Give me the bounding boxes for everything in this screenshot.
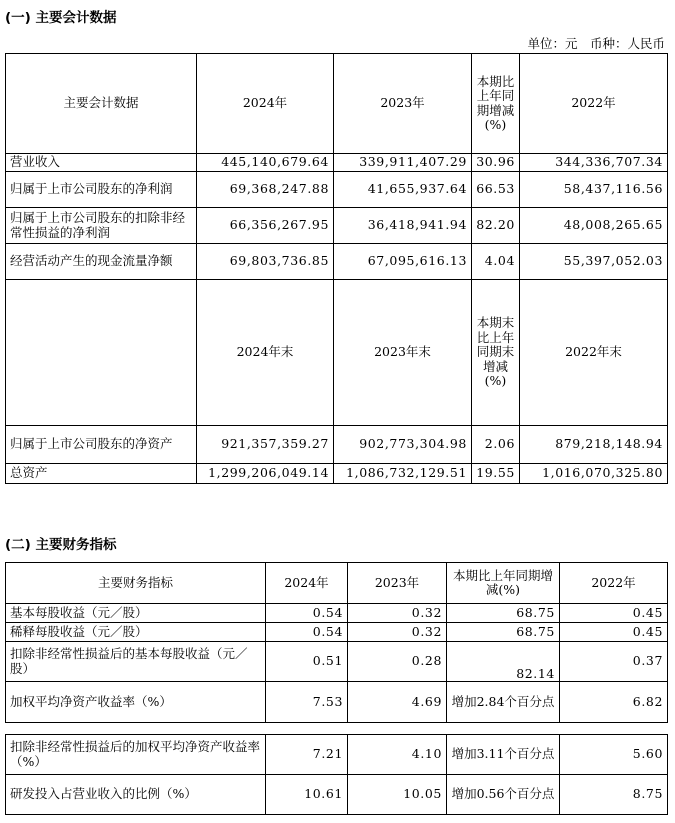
header-change-end: 本期末比上年同期末增减(%) <box>472 280 520 426</box>
table-row <box>6 735 668 775</box>
cell-2024: 445,140,679.64 <box>197 154 334 172</box>
row-label: 归属于上市公司股东的扣除非经常性损益的净利润 <box>6 208 197 244</box>
header-2022: 2022年 <box>520 54 668 154</box>
cell-change: 2.06 <box>472 426 520 464</box>
row-label: 营业收入 <box>6 154 197 172</box>
cell-2023: 4.10 <box>348 735 447 775</box>
row-label: 归属于上市公司股东的净利润 <box>6 172 197 208</box>
cell-2024: 7.21 <box>266 735 348 775</box>
table-spacer <box>6 723 668 735</box>
cell-2024: 0.51 <box>266 642 348 682</box>
cell-2023: 4.69 <box>348 682 447 723</box>
row-label: 经营活动产生的现金流量净额 <box>6 244 197 280</box>
table-row <box>6 604 668 623</box>
cell-change: 4.04 <box>472 244 520 280</box>
cell-2024-end: 921,357,359.27 <box>197 426 334 464</box>
row-label: 扣除非经常性损益后的加权平均净资产收益率（%） <box>6 735 266 775</box>
table2-header-row <box>6 563 668 604</box>
cell-2022: 55,397,052.03 <box>520 244 668 280</box>
header-2023: 2023年 <box>334 54 472 154</box>
header-2023: 2023年 <box>348 563 447 604</box>
table-row <box>6 623 668 642</box>
cell-2022: 48,008,265.65 <box>520 208 668 244</box>
row-label: 加权平均净资产收益率（%） <box>6 682 266 723</box>
cell-2022: 5.60 <box>560 735 668 775</box>
row-label: 稀释每股收益（元／股） <box>6 623 266 642</box>
cell-2023: 0.32 <box>348 604 447 623</box>
cell-change: 增加0.56个百分点 <box>447 775 560 815</box>
header-indicator: 主要财务指标 <box>6 563 266 604</box>
cell-2024: 0.54 <box>266 604 348 623</box>
cell-2024: 0.54 <box>266 623 348 642</box>
header-2022-end: 2022年末 <box>520 280 668 426</box>
cell-2023: 0.32 <box>348 623 447 642</box>
cell-change: 19.55 <box>472 464 520 484</box>
main-financial-indicators-table <box>5 562 668 815</box>
row-label: 总资产 <box>6 464 197 484</box>
row-label: 基本每股收益（元／股） <box>6 604 266 623</box>
cell-2024: 7.53 <box>266 682 348 723</box>
cell-2023: 36,418,941.94 <box>334 208 472 244</box>
table-row <box>6 642 668 682</box>
cell-2022: 0.45 <box>560 623 668 642</box>
row-label: 研发投入占营业收入的比例（%） <box>6 775 266 815</box>
table-row <box>6 426 668 464</box>
header-change: 本期比上年同期增减(%) <box>472 54 520 154</box>
cell-2023: 0.28 <box>348 642 447 682</box>
cell-change: 68.75 <box>447 623 560 642</box>
cell-2023: 67,095,616.13 <box>334 244 472 280</box>
header-change: 本期比上年同期增减(%) <box>447 563 560 604</box>
cell-2022: 0.45 <box>560 604 668 623</box>
cell-2024: 10.61 <box>266 775 348 815</box>
cell-2024: 69,368,247.88 <box>197 172 334 208</box>
table1-subheader-row <box>6 280 668 426</box>
cell-2023-end: 902,773,304.98 <box>334 426 472 464</box>
cell-2022: 8.75 <box>560 775 668 815</box>
cell-change: 82.20 <box>472 208 520 244</box>
header-2022: 2022年 <box>560 563 668 604</box>
cell-2022-end: 1,016,070,325.80 <box>520 464 668 484</box>
table-spacer-row <box>6 723 668 735</box>
header-2024-end: 2024年末 <box>197 280 334 426</box>
header-indicator: 主要会计数据 <box>6 54 197 154</box>
cell-change: 增加2.84个百分点 <box>447 682 560 723</box>
main-accounting-data-table <box>5 53 668 484</box>
cell-2022: 58,437,116.56 <box>520 172 668 208</box>
table1-header-row <box>6 54 668 154</box>
table-row <box>6 154 668 172</box>
table-row <box>6 208 668 244</box>
cell-2022: 6.82 <box>560 682 668 723</box>
cell-2024: 66,356,267.95 <box>197 208 334 244</box>
cell-change: 82.14 <box>447 642 560 682</box>
unit-currency-note: 单位：元 币种：人民币 <box>527 36 665 51</box>
row-label: 扣除非经常性损益后的基本每股收益（元／股） <box>6 642 266 682</box>
section2-title: (二) 主要财务指标 <box>5 537 117 553</box>
cell-2023-end: 1,086,732,129.51 <box>334 464 472 484</box>
header-2024: 2024年 <box>266 563 348 604</box>
cell-2024-end: 1,299,206,049.14 <box>197 464 334 484</box>
cell-2023: 339,911,407.29 <box>334 154 472 172</box>
table-row <box>6 244 668 280</box>
table-row <box>6 775 668 815</box>
subheader-blank <box>6 280 197 426</box>
table-row <box>6 172 668 208</box>
cell-2022: 0.37 <box>560 642 668 682</box>
section1-title: (一) 主要会计数据 <box>5 10 117 26</box>
cell-2022-end: 879,218,148.94 <box>520 426 668 464</box>
cell-2022: 344,336,707.34 <box>520 154 668 172</box>
cell-change: 增加3.11个百分点 <box>447 735 560 775</box>
table-row <box>6 682 668 723</box>
cell-change: 30.96 <box>472 154 520 172</box>
table-row <box>6 464 668 484</box>
row-label: 归属于上市公司股东的净资产 <box>6 426 197 464</box>
header-2024: 2024年 <box>197 54 334 154</box>
cell-change: 68.75 <box>447 604 560 623</box>
cell-change: 66.53 <box>472 172 520 208</box>
cell-2024: 69,803,736.85 <box>197 244 334 280</box>
cell-2023: 10.05 <box>348 775 447 815</box>
header-2023-end: 2023年末 <box>334 280 472 426</box>
cell-2023: 41,655,937.64 <box>334 172 472 208</box>
